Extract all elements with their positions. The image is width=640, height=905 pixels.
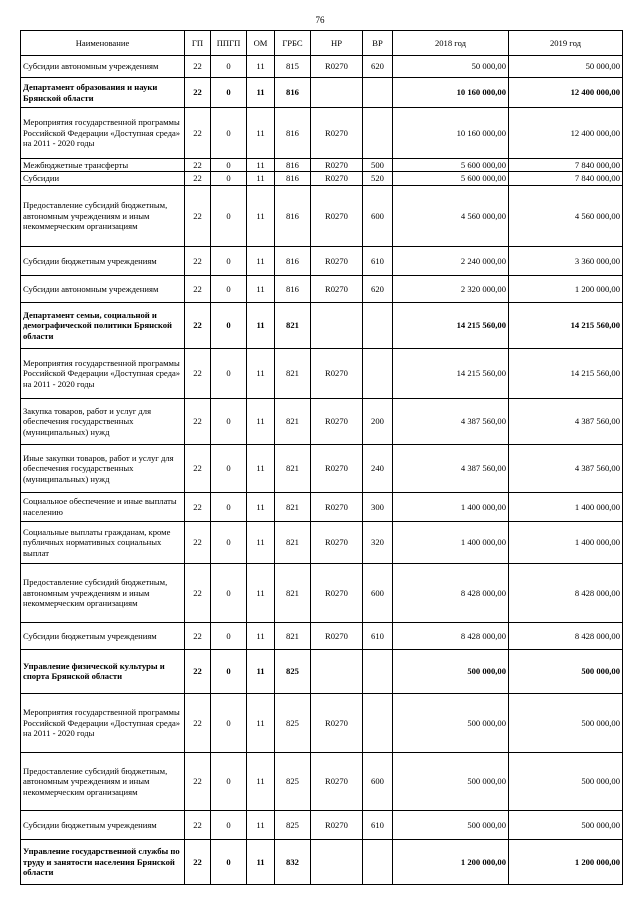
row-gp: 22 [185,649,211,693]
row-grbs: 825 [275,693,311,752]
row-2018: 8 428 000,00 [393,622,509,649]
row-vr [363,693,393,752]
header-vr: ВР [363,31,393,56]
row-nr: R0270 [311,398,363,444]
row-vr: 320 [363,521,393,563]
row-2019: 4 560 000,00 [509,185,623,246]
row-vr: 520 [363,172,393,185]
row-nr [311,649,363,693]
row-vr [363,108,393,159]
row-2018: 5 600 000,00 [393,172,509,185]
row-nr: R0270 [311,108,363,159]
table-row [21,444,623,492]
row-vr: 610 [363,810,393,839]
row-om: 11 [247,246,275,275]
row-2018: 4 560 000,00 [393,185,509,246]
row-ppgp: 0 [211,649,247,693]
row-ppgp: 0 [211,839,247,884]
row-nr: R0270 [311,444,363,492]
row-om: 11 [247,810,275,839]
row-om: 11 [247,563,275,622]
row-name: Департамент образования и науки Брянской области [21,78,185,108]
row-2019: 4 387 560,00 [509,444,623,492]
row-ppgp: 0 [211,622,247,649]
row-gp: 22 [185,172,211,185]
row-om: 11 [247,693,275,752]
row-2019: 12 400 000,00 [509,108,623,159]
table-row [21,108,623,159]
row-2019: 500 000,00 [509,810,623,839]
row-ppgp: 0 [211,492,247,521]
row-ppgp: 0 [211,246,247,275]
row-gp: 22 [185,246,211,275]
table-row [21,810,623,839]
row-nr: R0270 [311,693,363,752]
row-name: Предоставление субсидий бюджетным, автономным учреждениям и иным некоммерческим организациям [21,563,185,622]
row-vr [363,348,393,398]
row-ppgp: 0 [211,302,247,348]
row-vr: 500 [363,159,393,172]
row-name: Субсидии автономным учреждениям [21,56,185,78]
row-name: Субсидии [21,172,185,185]
row-gp: 22 [185,348,211,398]
row-gp: 22 [185,492,211,521]
row-vr: 600 [363,752,393,810]
row-grbs: 832 [275,839,311,884]
row-nr: R0270 [311,810,363,839]
row-gp: 22 [185,839,211,884]
row-nr: R0270 [311,246,363,275]
row-ppgp: 0 [211,56,247,78]
row-name: Субсидии бюджетным учреждениям [21,622,185,649]
row-gp: 22 [185,108,211,159]
table-row [21,275,623,302]
row-2019: 4 387 560,00 [509,398,623,444]
row-ppgp: 0 [211,398,247,444]
row-ppgp: 0 [211,78,247,108]
row-2018: 1 400 000,00 [393,521,509,563]
row-grbs: 825 [275,649,311,693]
row-2019: 500 000,00 [509,693,623,752]
row-2018: 500 000,00 [393,810,509,839]
table-row [21,246,623,275]
row-vr: 240 [363,444,393,492]
row-vr [363,839,393,884]
row-om: 11 [247,185,275,246]
header-gp: ГП [185,31,211,56]
row-vr: 610 [363,622,393,649]
row-2018: 14 215 560,00 [393,348,509,398]
row-2019: 7 840 000,00 [509,172,623,185]
row-om: 11 [247,649,275,693]
row-ppgp: 0 [211,752,247,810]
header-om: ОМ [247,31,275,56]
table-row [21,172,623,185]
row-2019: 500 000,00 [509,649,623,693]
row-gp: 22 [185,398,211,444]
row-vr [363,78,393,108]
row-grbs: 821 [275,521,311,563]
row-om: 11 [247,302,275,348]
row-gp: 22 [185,275,211,302]
row-vr: 610 [363,246,393,275]
row-gp: 22 [185,810,211,839]
row-ppgp: 0 [211,444,247,492]
row-2018: 10 160 000,00 [393,78,509,108]
row-nr: R0270 [311,172,363,185]
row-gp: 22 [185,159,211,172]
row-name: Предоставление субсидий бюджетным, автономным учреждениям и иным некоммерческим организациям [21,752,185,810]
header-name: Наименование [21,31,185,56]
row-gp: 22 [185,752,211,810]
row-ppgp: 0 [211,172,247,185]
header-ppgp: ППГП [211,31,247,56]
row-2018: 14 215 560,00 [393,302,509,348]
row-2018: 500 000,00 [393,752,509,810]
row-nr: R0270 [311,752,363,810]
row-nr: R0270 [311,159,363,172]
row-2019: 12 400 000,00 [509,78,623,108]
row-nr: R0270 [311,563,363,622]
page-number: 76 [315,15,325,25]
row-grbs: 821 [275,398,311,444]
row-om: 11 [247,839,275,884]
row-2018: 4 387 560,00 [393,444,509,492]
row-name: Субсидии бюджетным учреждениям [21,810,185,839]
row-grbs: 821 [275,563,311,622]
row-gp: 22 [185,563,211,622]
row-2018: 10 160 000,00 [393,108,509,159]
table-body [21,56,623,885]
row-ppgp: 0 [211,521,247,563]
row-ppgp: 0 [211,348,247,398]
row-vr: 300 [363,492,393,521]
row-vr: 200 [363,398,393,444]
row-gp: 22 [185,693,211,752]
row-gp: 22 [185,185,211,246]
row-2019: 50 000,00 [509,56,623,78]
row-grbs: 816 [275,185,311,246]
table-row [21,398,623,444]
row-grbs: 821 [275,302,311,348]
row-name: Социальное обеспечение и иные выплаты населению [21,492,185,521]
row-grbs: 816 [275,108,311,159]
row-2018: 2 240 000,00 [393,246,509,275]
row-nr [311,302,363,348]
row-2019: 14 215 560,00 [509,348,623,398]
header-2018: 2018 год [393,31,509,56]
row-2018: 1 400 000,00 [393,492,509,521]
table-row [21,752,623,810]
header-nr: НР [311,31,363,56]
row-om: 11 [247,159,275,172]
row-grbs: 816 [275,275,311,302]
row-2019: 8 428 000,00 [509,622,623,649]
row-2019: 8 428 000,00 [509,563,623,622]
row-grbs: 821 [275,492,311,521]
row-om: 11 [247,56,275,78]
row-2019: 14 215 560,00 [509,302,623,348]
row-nr: R0270 [311,492,363,521]
row-name: Субсидии автономным учреждениям [21,275,185,302]
row-gp: 22 [185,521,211,563]
row-ppgp: 0 [211,810,247,839]
row-2019: 1 200 000,00 [509,275,623,302]
table-row [21,839,623,884]
row-name: Субсидии бюджетным учреждениям [21,246,185,275]
row-2019: 3 360 000,00 [509,246,623,275]
row-2019: 7 840 000,00 [509,159,623,172]
row-nr: R0270 [311,185,363,246]
table-row [21,693,623,752]
row-name: Управление государственной службы по труду и занятости населения Брянской области [21,839,185,884]
row-ppgp: 0 [211,185,247,246]
row-om: 11 [247,752,275,810]
table-row [21,78,623,108]
row-gp: 22 [185,444,211,492]
table-row [21,492,623,521]
row-2018: 4 387 560,00 [393,398,509,444]
row-2018: 1 200 000,00 [393,839,509,884]
row-vr: 620 [363,56,393,78]
row-name: Социальные выплаты гражданам, кроме публичных нормативных социальных выплат [21,521,185,563]
row-grbs: 816 [275,159,311,172]
row-grbs: 815 [275,56,311,78]
row-gp: 22 [185,56,211,78]
row-2019: 1 200 000,00 [509,839,623,884]
row-grbs: 821 [275,622,311,649]
row-name: Мероприятия государственной программы Российской Федерации «Доступная среда» на 2011 - 2020 годы [21,108,185,159]
row-name: Предоставление субсидий бюджетным, автономным учреждениям и иным некоммерческим организациям [21,185,185,246]
row-name: Мероприятия государственной программы Российской Федерации «Доступная среда» на 2011 - 2020 годы [21,693,185,752]
table-row [21,563,623,622]
row-om: 11 [247,108,275,159]
header-grbs: ГРБС [275,31,311,56]
table-row [21,521,623,563]
row-om: 11 [247,444,275,492]
row-ppgp: 0 [211,275,247,302]
row-2019: 1 400 000,00 [509,521,623,563]
row-name: Управление физической культуры и спорта Брянской области [21,649,185,693]
row-om: 11 [247,398,275,444]
row-grbs: 816 [275,246,311,275]
table-row [21,159,623,172]
row-name: Межбюджетные трансферты [21,159,185,172]
row-name: Иные закупки товаров, работ и услуг для обеспечения государственных (муниципальных) нужд [21,444,185,492]
row-nr: R0270 [311,622,363,649]
row-2018: 50 000,00 [393,56,509,78]
row-nr: R0270 [311,275,363,302]
row-vr: 600 [363,185,393,246]
table-row [21,302,623,348]
row-om: 11 [247,348,275,398]
row-ppgp: 0 [211,108,247,159]
row-name: Департамент семьи, социальной и демографической политики Брянской области [21,302,185,348]
row-vr [363,302,393,348]
table-row [21,649,623,693]
row-grbs: 816 [275,78,311,108]
row-name: Мероприятия государственной программы Российской Федерации «Доступная среда» на 2011 - 2020 годы [21,348,185,398]
row-name: Закупка товаров, работ и услуг для обеспечения государственных (муниципальных) нужд [21,398,185,444]
row-om: 11 [247,521,275,563]
row-gp: 22 [185,302,211,348]
row-ppgp: 0 [211,159,247,172]
row-om: 11 [247,78,275,108]
row-om: 11 [247,172,275,185]
table-row [21,348,623,398]
row-2018: 500 000,00 [393,649,509,693]
table-header-row [21,31,623,56]
row-ppgp: 0 [211,563,247,622]
row-vr: 600 [363,563,393,622]
row-nr: R0270 [311,348,363,398]
table-row [21,622,623,649]
table-row [21,56,623,78]
row-grbs: 825 [275,810,311,839]
row-2018: 500 000,00 [393,693,509,752]
budget-table [20,30,623,885]
row-vr: 620 [363,275,393,302]
row-grbs: 821 [275,444,311,492]
row-grbs: 825 [275,752,311,810]
row-om: 11 [247,275,275,302]
row-grbs: 821 [275,348,311,398]
row-vr [363,649,393,693]
row-gp: 22 [185,622,211,649]
row-2019: 1 400 000,00 [509,492,623,521]
row-2018: 8 428 000,00 [393,563,509,622]
row-2019: 500 000,00 [509,752,623,810]
row-nr [311,839,363,884]
header-2019: 2019 год [509,31,623,56]
row-2018: 5 600 000,00 [393,159,509,172]
row-nr: R0270 [311,521,363,563]
row-grbs: 816 [275,172,311,185]
row-nr [311,78,363,108]
row-om: 11 [247,492,275,521]
row-2018: 2 320 000,00 [393,275,509,302]
table-row [21,185,623,246]
row-gp: 22 [185,78,211,108]
row-om: 11 [247,622,275,649]
row-nr: R0270 [311,56,363,78]
row-ppgp: 0 [211,693,247,752]
